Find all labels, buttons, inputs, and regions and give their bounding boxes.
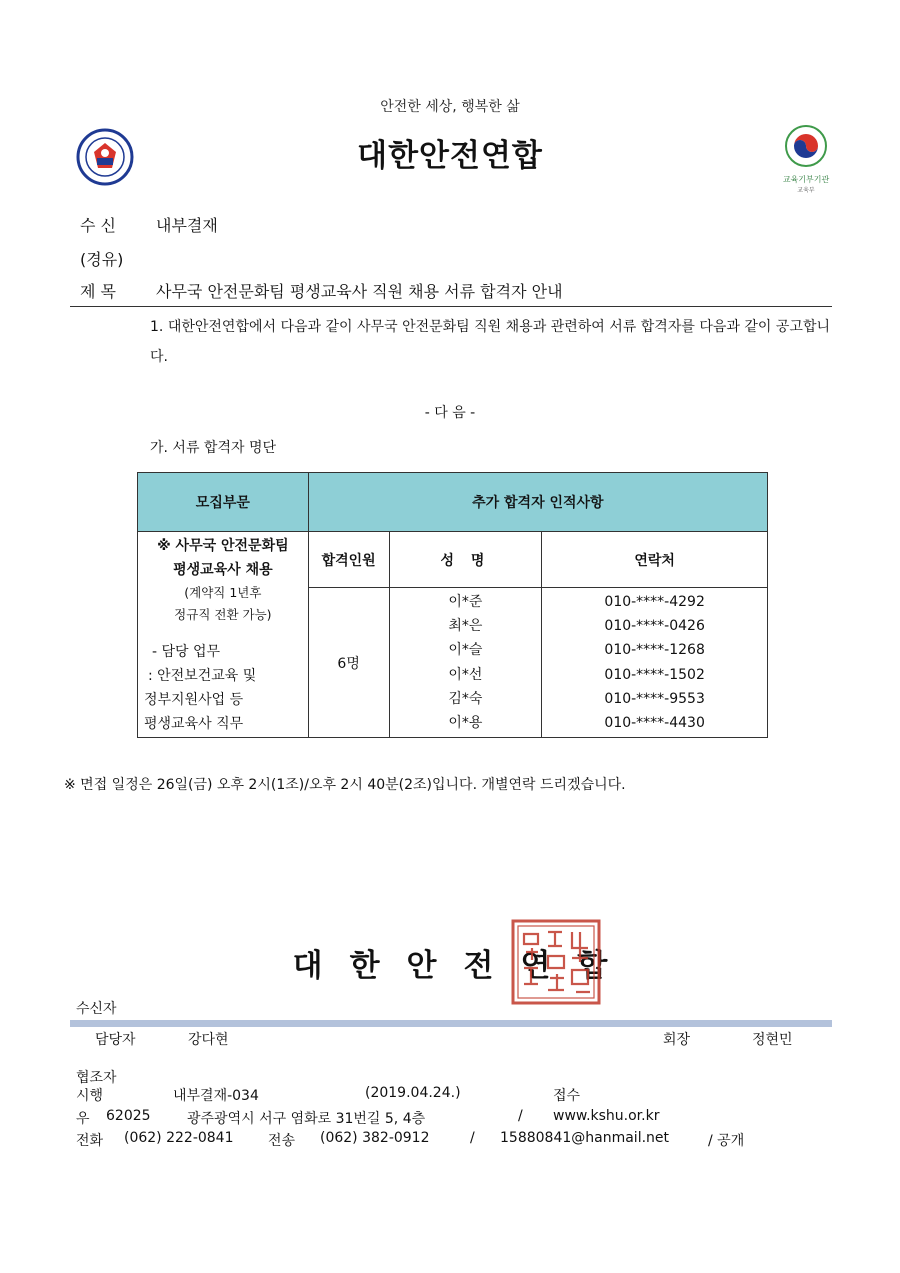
notice-marker: - 다 음 - bbox=[424, 405, 476, 421]
list-item-phone: 010-****-0426 bbox=[604, 618, 705, 635]
president-label: 회장 bbox=[663, 1032, 691, 1048]
duty-line-1: : 안전보건교육 및 bbox=[148, 667, 257, 684]
receiver-label: 수신자 bbox=[76, 1001, 117, 1017]
names-cell bbox=[389, 588, 542, 738]
president-name: 정현민 bbox=[752, 1032, 793, 1048]
address: 광주광역시 서구 염화로 31번길 5, 4층 bbox=[187, 1111, 426, 1127]
education-donation-icon bbox=[784, 124, 828, 168]
list-item-name: 이*용 bbox=[448, 715, 483, 732]
col-additional-header: 추가 합격자 인적사항 bbox=[308, 473, 767, 532]
slogan: 안전한 세상, 행복한 삶 bbox=[380, 99, 520, 115]
official-seal-icon bbox=[510, 918, 602, 1006]
fax-label: 전송 bbox=[268, 1133, 296, 1149]
zip-label: 우 bbox=[76, 1111, 90, 1127]
pass-list-table bbox=[137, 472, 768, 738]
list-item-phone: 010-****-4430 bbox=[604, 715, 705, 732]
count-cell: 6명 bbox=[308, 588, 389, 738]
phones-cell bbox=[542, 588, 768, 738]
address-separator: / bbox=[518, 1108, 523, 1124]
list-item-phone: 010-****-4292 bbox=[604, 594, 705, 610]
recipient-value: 내부결재 bbox=[156, 216, 218, 235]
list-item-name: 이*선 bbox=[448, 666, 483, 683]
doc-number: 내부결재-034 bbox=[173, 1088, 259, 1104]
col-department-header: 모집부문 bbox=[138, 473, 309, 532]
manager-label: 담당자 bbox=[95, 1032, 136, 1048]
fax-number: (062) 382-0912 bbox=[320, 1130, 430, 1146]
zip-code: 62025 bbox=[106, 1108, 151, 1124]
subject-label: 제 목 bbox=[80, 282, 116, 301]
enforce-label: 시행 bbox=[76, 1088, 104, 1104]
col-count-header: 합격인원 bbox=[308, 532, 389, 588]
department-note-2: 정규직 전환 가능) bbox=[174, 606, 272, 622]
cooperator-label: 협조자 bbox=[76, 1070, 117, 1086]
list-item-name: 이*준 bbox=[448, 594, 483, 610]
section-title: 가. 서류 합격자 명단 bbox=[150, 440, 276, 456]
table-subheader-row bbox=[138, 532, 768, 588]
col-name-header: 성 명 bbox=[389, 532, 542, 588]
logo-label: 교육기부기관 bbox=[782, 175, 830, 184]
interview-note: ※ 면접 일정은 26일(금) 오후 2시(1조)/오후 2시 40분(2조)입니다. 개별연락 드리겠습니다. bbox=[64, 777, 626, 793]
department-title: ※ 사무국 안전문화팀 bbox=[157, 537, 289, 554]
list-item-phone: 010-****-9553 bbox=[604, 690, 705, 707]
list-item-name: 이*슬 bbox=[448, 642, 483, 659]
subject-row bbox=[80, 279, 563, 302]
receipt-label: 접수 bbox=[553, 1088, 581, 1104]
list-item-phone: 010-****-1502 bbox=[604, 666, 705, 683]
table-header-row bbox=[138, 473, 768, 532]
education-donation-logo bbox=[780, 124, 832, 202]
email-separator: / bbox=[470, 1130, 475, 1146]
duty-line-2: 정부지원사업 등 bbox=[144, 691, 244, 708]
website-link[interactable]: www.kshu.or.kr bbox=[553, 1108, 660, 1124]
email-link[interactable]: 15880841@hanmail.net bbox=[500, 1130, 670, 1146]
disclosure-status: / 공개 bbox=[708, 1133, 745, 1149]
list-item-name: 김*숙 bbox=[448, 690, 483, 707]
duty-label: - 담당 업무 bbox=[152, 643, 221, 660]
recipient-label: 수 신 bbox=[80, 216, 116, 235]
phone-label: 전화 bbox=[76, 1133, 104, 1149]
doc-date: (2019.04.24.) bbox=[365, 1085, 461, 1101]
spacer bbox=[138, 626, 308, 640]
via-row bbox=[80, 247, 123, 270]
department-note-1: (계약직 1년후 bbox=[184, 584, 262, 600]
signature: 대한안전연합 bbox=[292, 948, 635, 984]
department-title-2: 평생교육사 채용 bbox=[173, 561, 273, 578]
phone-number: (062) 222-0841 bbox=[124, 1130, 234, 1146]
footer-divider-bar bbox=[70, 1020, 832, 1027]
col-contact-header: 연락처 bbox=[542, 532, 768, 588]
recipient-row bbox=[80, 213, 218, 236]
list-item-name: 최*은 bbox=[448, 618, 483, 635]
duty-line-3: 평생교육사 직무 bbox=[144, 715, 244, 732]
department-cell bbox=[138, 532, 309, 738]
header-divider bbox=[70, 306, 832, 307]
subject-value: 사무국 안전문화팀 평생교육사 직원 채용 서류 합격자 안내 bbox=[156, 282, 563, 301]
paragraph-1: 1. 대한안전연합에서 다음과 같이 사무국 안전문화팀 직원 채용과 관련하여 서류 합격자를 다음과 같이 공고합니다. bbox=[150, 319, 830, 365]
manager-name: 강다현 bbox=[188, 1032, 229, 1048]
logo-sublabel: 교육부 bbox=[797, 187, 815, 194]
list-item-phone: 010-****-1268 bbox=[604, 642, 705, 659]
via-label: (경유) bbox=[80, 250, 124, 269]
organization-title: 대한안전연합 bbox=[357, 138, 543, 174]
